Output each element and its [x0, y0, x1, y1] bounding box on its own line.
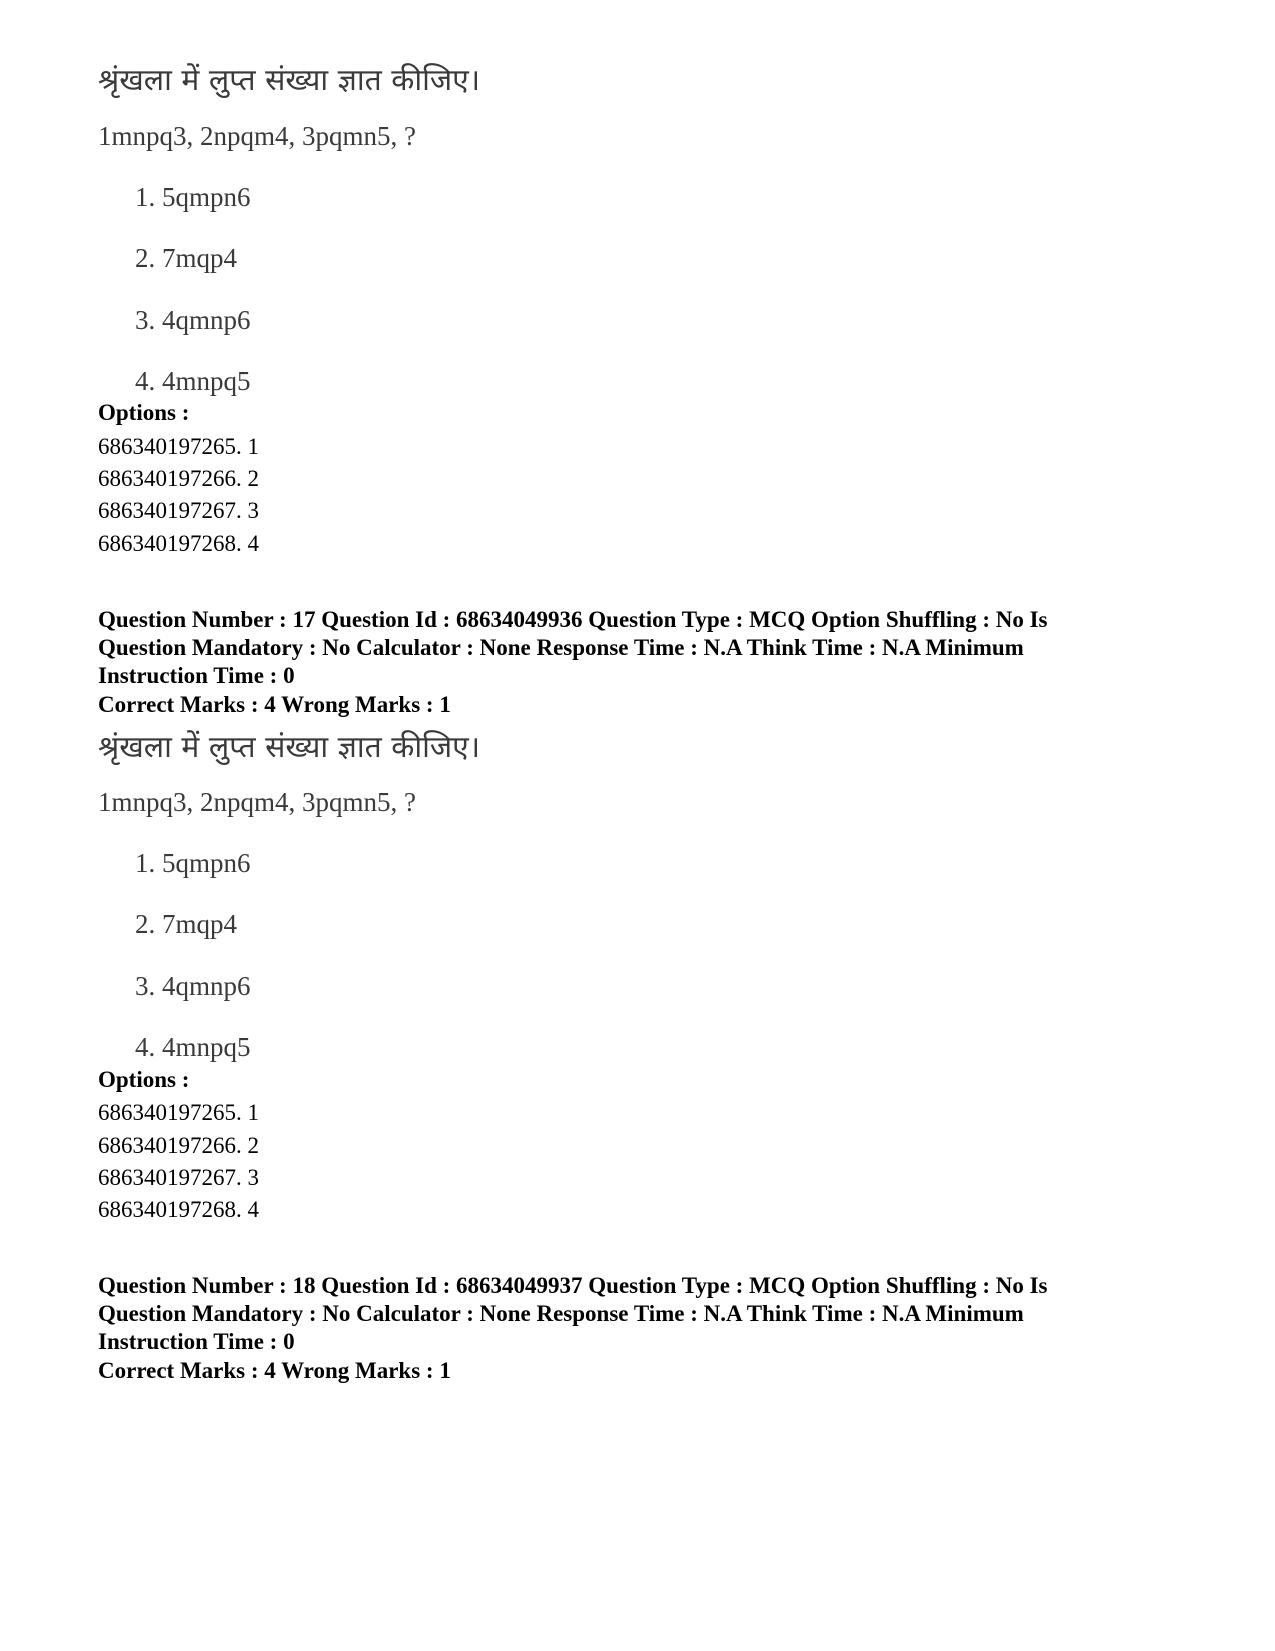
- question-choice: 2. 7mqp4: [135, 243, 238, 273]
- question-series: 1mnpq3, 2npqm4, 3pqmn5, ?: [98, 787, 416, 817]
- question-choice: 3. 4qmnp6: [135, 971, 251, 1001]
- question-choice: 1. 5qmpn6: [135, 848, 251, 878]
- question-meta-line: Question Mandatory : No Calculator : None Response Time : N.A Think Time : N.A Minimum: [98, 635, 1024, 660]
- question-meta: [98, 1272, 1178, 1356]
- option-id: 686340197267. 3: [98, 1165, 259, 1190]
- question-marks: Correct Marks : 4 Wrong Marks : 1: [98, 692, 451, 717]
- question-choice: 2. 7mqp4: [135, 909, 238, 939]
- option-id: 686340197265. 1: [98, 434, 259, 459]
- question-series: 1mnpq3, 2npqm4, 3pqmn5, ?: [98, 121, 416, 151]
- question-instruction-hindi: श्रृंखला में लुप्त संख्या ज्ञात कीजिए।: [98, 730, 481, 765]
- option-id: 686340197268. 4: [98, 1197, 259, 1222]
- option-id: 686340197266. 2: [98, 1133, 259, 1158]
- question-choice: 3. 4qmnp6: [135, 305, 251, 335]
- question-choice: 1. 5qmpn6: [135, 182, 251, 212]
- question-marks: Correct Marks : 4 Wrong Marks : 1: [98, 1358, 451, 1383]
- option-id: 686340197267. 3: [98, 498, 259, 523]
- question-choice: 4. 4mnpq5: [135, 366, 251, 396]
- question-meta: [98, 606, 1178, 690]
- question-meta-line: Question Number : 17 Question Id : 68634049936 Question Type : MCQ Option Shuffling : No Is: [98, 607, 1048, 632]
- question-meta-line: Instruction Time : 0: [98, 1329, 295, 1354]
- option-id: 686340197265. 1: [98, 1100, 259, 1125]
- question-meta-line: Question Mandatory : No Calculator : None Response Time : N.A Think Time : N.A Minimum: [98, 1301, 1024, 1326]
- option-id: 686340197268. 4: [98, 531, 259, 556]
- question-meta-line: Question Number : 18 Question Id : 68634049937 Question Type : MCQ Option Shuffling : No Is: [98, 1273, 1048, 1298]
- options-label: Options :: [98, 400, 190, 425]
- question-meta-line: Instruction Time : 0: [98, 663, 295, 688]
- question-choice: 4. 4mnpq5: [135, 1032, 251, 1062]
- option-id: 686340197266. 2: [98, 466, 259, 491]
- question-instruction-hindi: श्रृंखला में लुप्त संख्या ज्ञात कीजिए।: [98, 63, 481, 98]
- options-label: Options :: [98, 1067, 190, 1092]
